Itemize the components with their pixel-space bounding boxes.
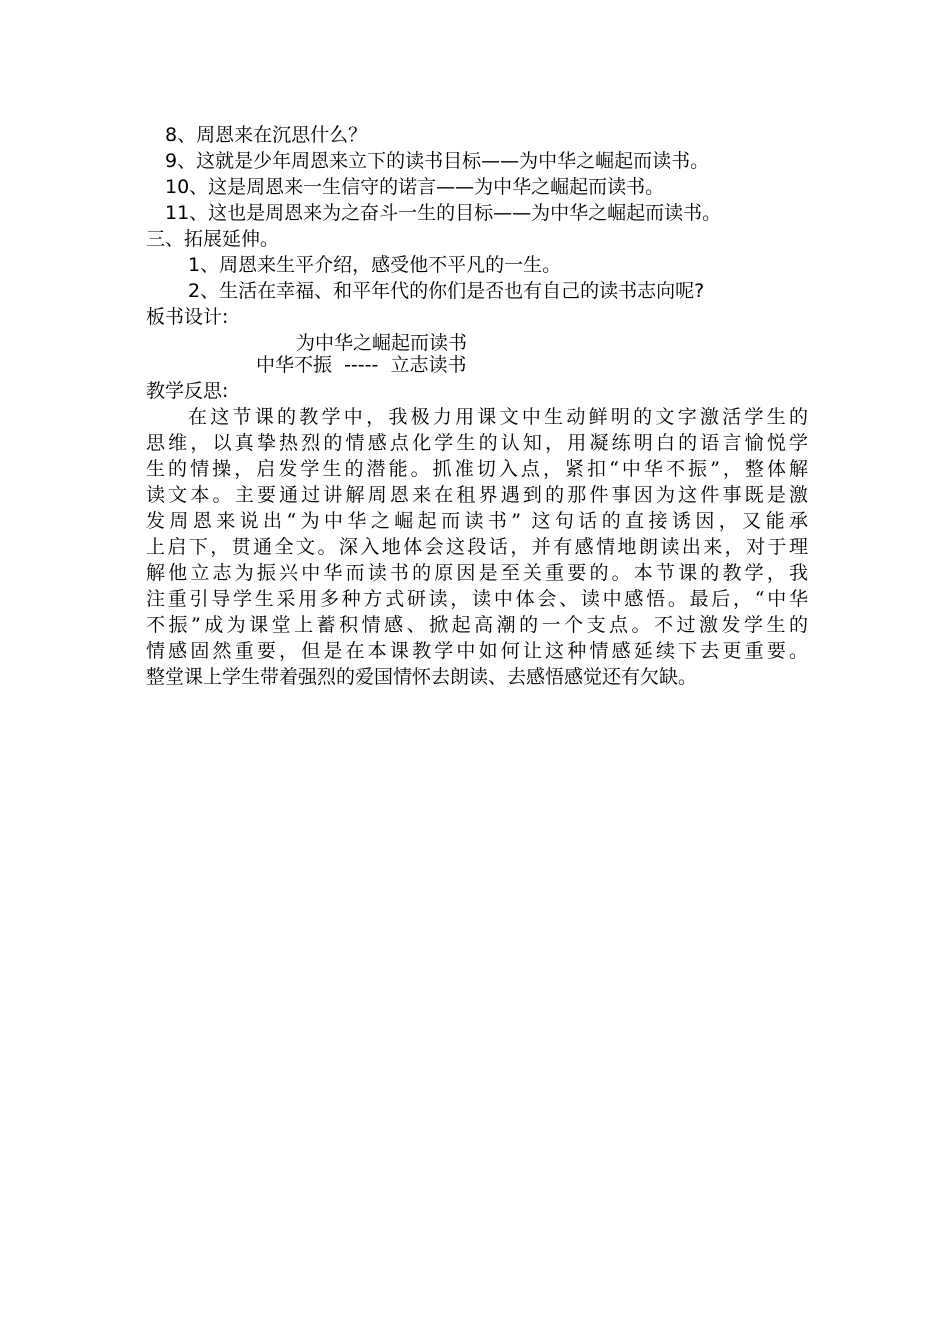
reflection-line: 解他立志为振兴中华而读书的原因是至关重要的。本节课的教学，我 [146, 562, 808, 584]
reflection-line: 生的情操，启发学生的潜能。抓准切入点，紧扣“中华不振”，整体解 [146, 458, 808, 480]
board-design-subline: 中华不振 ----- 立志读书 [256, 354, 467, 376]
reflection-line: 读文本。主要通过讲解周恩来在租界遇到的那件事因为这件事既是激 [146, 484, 808, 506]
reflection-line: 整堂课上学生带着强烈的爱国情怀去朗读、去感悟感觉还有欠缺。 [146, 666, 698, 688]
board-design-heading: 板书设计: [146, 306, 229, 328]
reflection-line: 思维，以真挚热烈的情感点化学生的认知，用凝练明白的语言愉悦学 [146, 432, 808, 454]
board-design-title: 为中华之崛起而读书 [296, 332, 468, 354]
section-heading-extension: 三、拓展延伸。 [146, 228, 280, 250]
reflection-heading: 教学反思: [146, 380, 229, 402]
extension-item-2: 2、生活在幸福、和平年代的你们是否也有自己的读书志向呢? [188, 280, 705, 302]
extension-item-1: 1、周恩来生平介绍，感受他不平凡的一生。 [188, 254, 562, 276]
reflection-paragraph [146, 404, 808, 690]
reflection-line: 在这节课的教学中，我极力用课文中生动鲜明的文字激活学生的 [188, 406, 808, 428]
list-item-8: 8、周恩来在沉思什么？ [165, 124, 368, 146]
reflection-line: 注重引导学生采用多种方式研读，读中体会、读中感悟。最后，“中华 [146, 588, 808, 610]
reflection-line: 发周恩来说出“为中华之崛起而读书” 这句话的直接诱因，又能承 [146, 510, 808, 532]
reflection-line: 情感固然重要，但是在本课教学中如何让这种情感延续下去更重要。 [146, 640, 808, 662]
reflection-line: 上启下，贯通全文。深入地体会这段话，并有感情地朗读出来，对于理 [146, 536, 808, 558]
list-item-9: 9、这就是少年周恩来立下的读书目标——为中华之崛起而读书。 [165, 150, 710, 172]
reflection-line: 不振”成为课堂上蓄积情感、掀起高潮的一个支点。不过激发学生的 [146, 614, 808, 636]
list-item-11: 11、这也是周恩来为之奋斗一生的目标——为中华之崛起而读书。 [165, 202, 722, 224]
list-item-10: 10、这是周恩来一生信守的诺言——为中华之崛起而读书。 [165, 176, 665, 198]
